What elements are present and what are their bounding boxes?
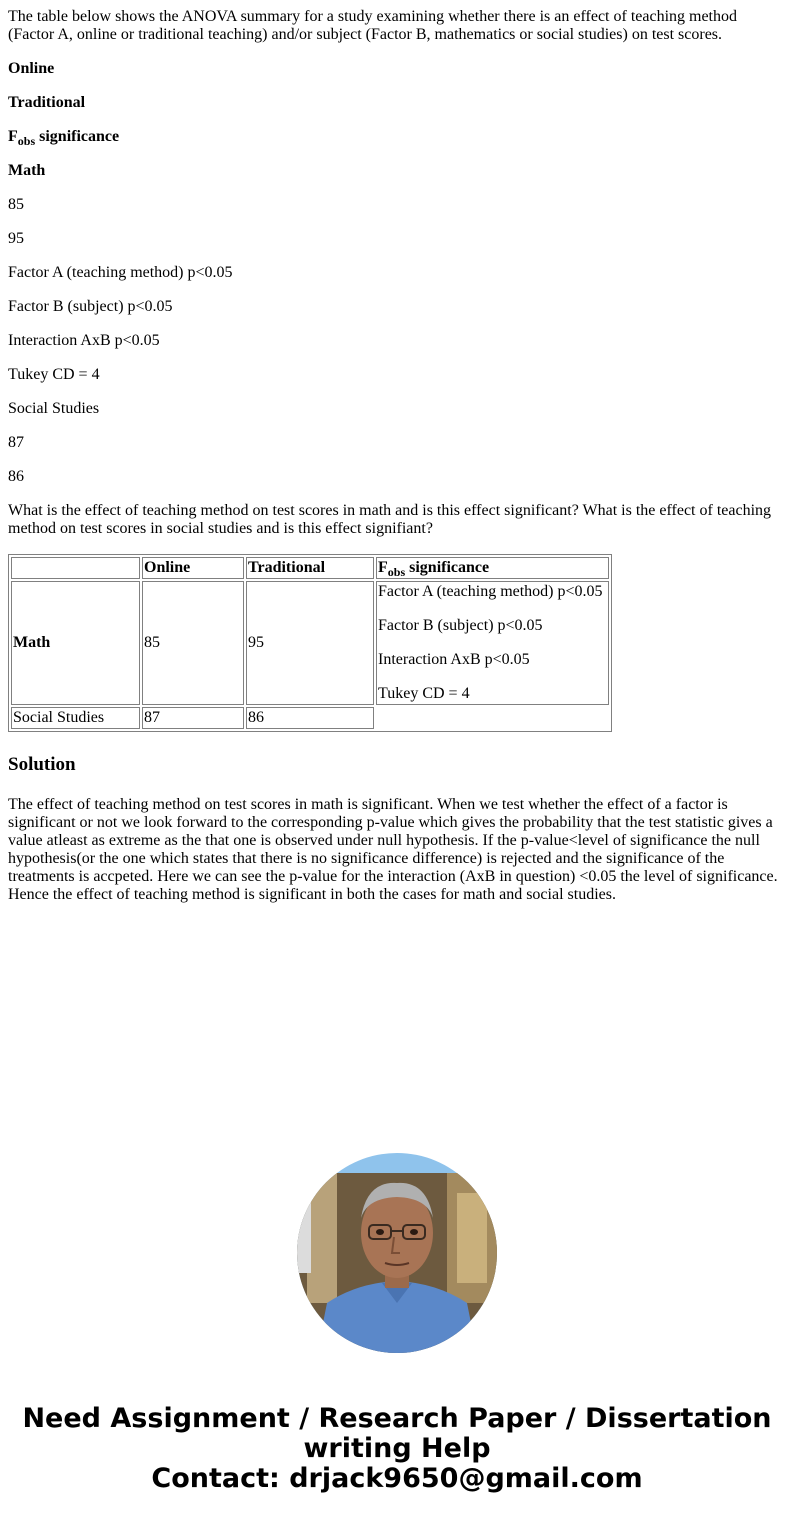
table-header-traditional: Traditional xyxy=(246,557,374,579)
table-fobs-subscript: obs xyxy=(387,565,406,580)
line-social-online: 87 xyxy=(8,434,24,451)
author-avatar xyxy=(297,1153,497,1353)
document-body xyxy=(8,8,786,904)
line-interaction: Interaction AxB p<0.05 xyxy=(8,332,160,349)
significance-tukey: Tukey CD = 4 xyxy=(378,685,470,702)
table-cell-online: 85 xyxy=(142,581,244,705)
question-paragraph: What is the effect of teaching method on test scores in math and is this effect significant? What is the effect of teaching method on test scores in social studies and is this effect signifiant? xyxy=(8,502,772,537)
line-tukey: Tukey CD = 4 xyxy=(8,366,100,383)
promo-line-2: writing Help xyxy=(303,1433,491,1464)
table-cell-row-label: Math xyxy=(11,581,140,705)
table-row xyxy=(11,581,609,705)
line-traditional: Traditional xyxy=(8,94,86,111)
table-fobs-rest: significance xyxy=(405,559,490,576)
promo-line-1: Need Assignment / Research Paper / Dissertation xyxy=(22,1403,772,1434)
fobs-subscript: obs xyxy=(17,134,36,149)
significance-factor-b: Factor B (subject) p<0.05 xyxy=(378,617,543,634)
line-math-traditional: 95 xyxy=(8,230,24,247)
solution-paragraph: The effect of teaching method on test scores in math is significant. When we test whether the effect of a factor is significant or not we look forward to the corresponding p-value which gives the probability that the test statistic gives a value atleast as extreme as the that one is observed under null hypothesis. If the p-value<level of significance the null hypothesis(or the one which states that there is no significance difference) is rejected and the significance of the treatments is accpeted. Here we can see the p-value for the interaction (AxB in question) <0.05 the level of significance. Hence the effect of teaching method is significant in both the cases for math and social studies. xyxy=(8,796,778,903)
table-header-empty xyxy=(11,557,140,579)
table-cell-traditional: 95 xyxy=(246,581,374,705)
table-cell-significance xyxy=(376,581,609,705)
table-header-row xyxy=(11,557,609,579)
line-online: Online xyxy=(8,60,55,77)
table-header-fobs xyxy=(376,557,609,579)
fobs-letter: F xyxy=(8,128,18,145)
table-header-online: Online xyxy=(142,557,244,579)
line-factor-a: Factor A (teaching method) p<0.05 xyxy=(8,264,233,281)
line-math: Math xyxy=(8,162,46,179)
significance-interaction: Interaction AxB p<0.05 xyxy=(378,651,530,668)
promo-contact[interactable]: Contact: drjack9650@gmail.com xyxy=(151,1463,643,1494)
significance-factor-a: Factor A (teaching method) p<0.05 xyxy=(378,583,603,600)
anova-table xyxy=(8,554,612,732)
line-fobs-significance xyxy=(8,128,786,149)
intro-paragraph: The table below shows the ANOVA summary for a study examining whether there is an effect of teaching method (Factor A, online or traditional teaching) and/or subject (Factor B, mathematics or social studies) on test scores. xyxy=(8,8,737,43)
fobs-rest: significance xyxy=(35,128,120,145)
table-cell-online: 87 xyxy=(142,707,244,729)
author-portrait-image xyxy=(297,1153,497,1353)
line-social-traditional: 86 xyxy=(8,468,24,485)
line-social-studies: Social Studies xyxy=(8,400,100,417)
table-fobs-letter: F xyxy=(378,559,388,576)
table-cell-traditional: 86 xyxy=(246,707,374,729)
line-factor-b: Factor B (subject) p<0.05 xyxy=(8,298,173,315)
line-math-online: 85 xyxy=(8,196,24,213)
solution-heading: Solution xyxy=(8,754,76,775)
promo-banner xyxy=(0,1404,794,1494)
table-cell-row-label: Social Studies xyxy=(11,707,140,729)
table-row xyxy=(11,707,609,729)
